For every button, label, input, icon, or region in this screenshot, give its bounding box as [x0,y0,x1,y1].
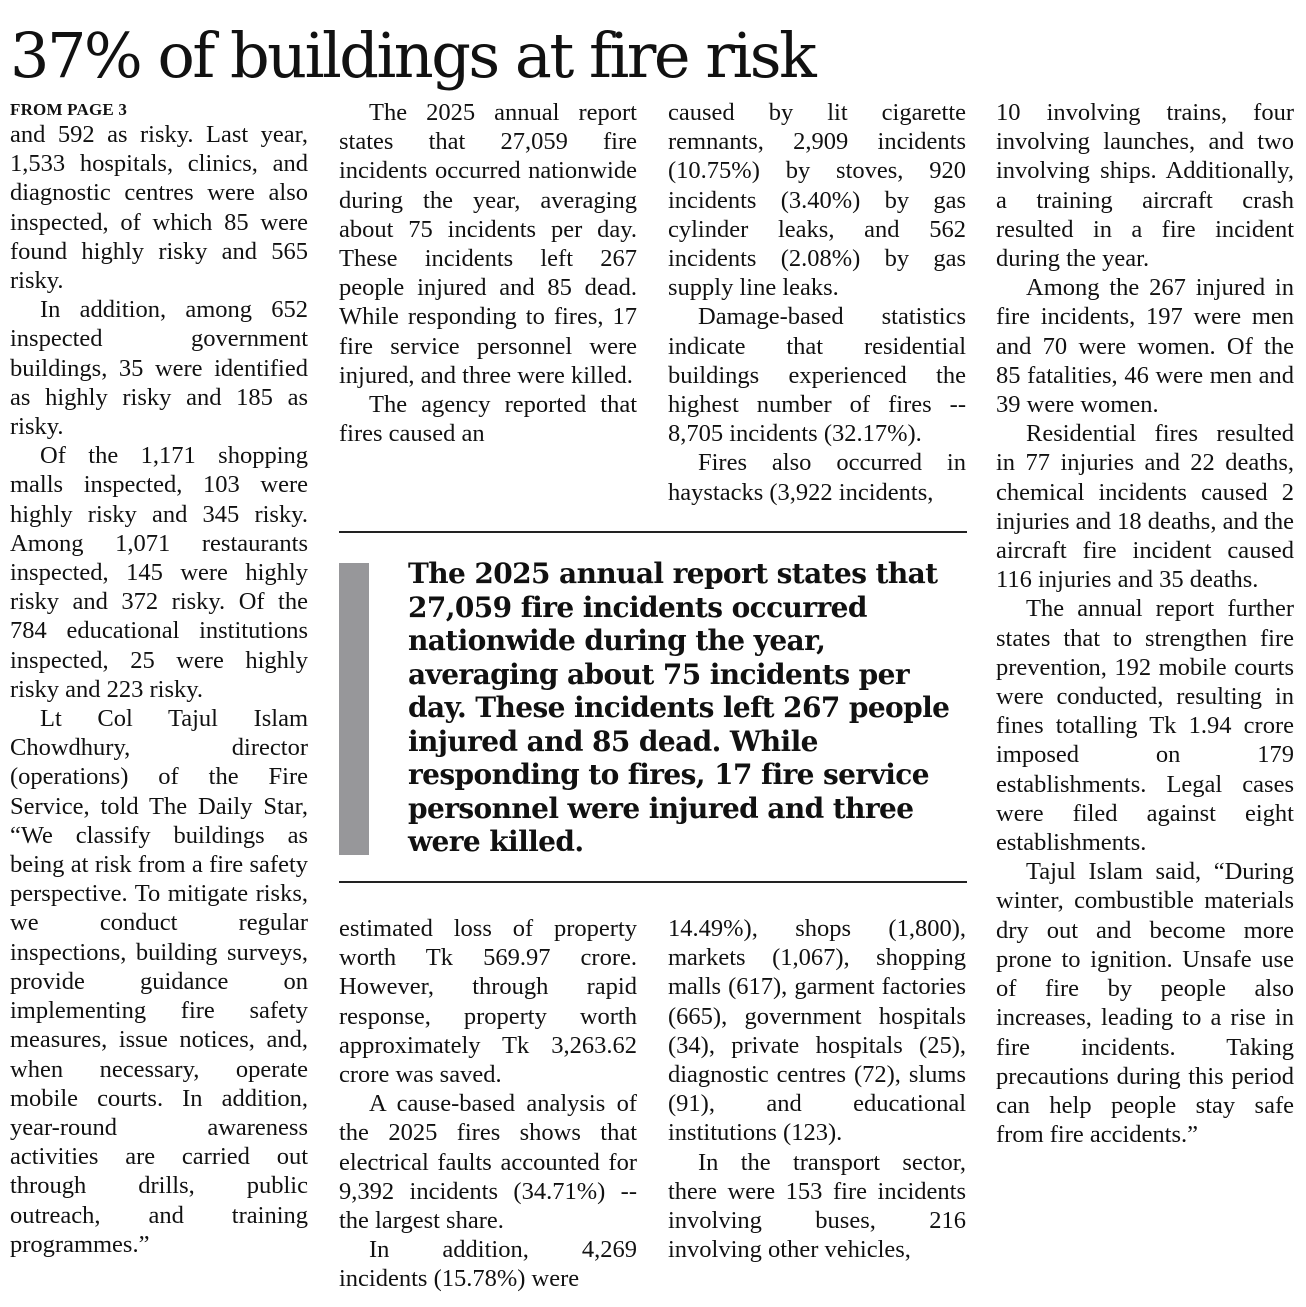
column-4 [996,98,1294,1302]
paragraph: 10 involving trains, four involving launches, and two involving ships. Additionally, a training aircraft crash resulted in a fire incident during the year. [996,99,1294,273]
paragraph: In the transport sector, there were 153 fire incidents involving buses, 216 involving other vehicles, [668,1148,966,1264]
paragraph: The 2025 annual report states that 27,059 fire incidents occurred nationwide during the year, averaging about 75 incidents per day. These incidents left 267 people injured and 85 dead. While responding to fires, 17 fire service personnel were injured, and three were killed. [339,99,637,389]
paragraph: Tajul Islam said, “During winter, combustible materials dry out and become more prone to ignition. Unsafe use of fire by people also increases, leading to a rise in fire incidents. Taking precautions during this period can help people stay safe from fire accidents.” [996,858,1294,1149]
paragraph: Residential fires resulted in 77 injuries and 22 deaths, chemical incidents caused 2 injuries and 18 deaths, and the aircraft fire incident caused 116 injuries and 35 deaths. [996,420,1294,594]
pullquote-top-rule [339,531,967,533]
column-2-top [339,98,637,510]
paragraph: Fires also occurred in haystacks (3,922 incidents, [668,449,966,506]
kicker-from-page: FROM PAGE 3 [10,100,128,119]
paragraph: Lt Col Tajul Islam Chowdhury, director (operations) of the Fire Service, told The Daily Star, “We classify buildings as being at risk from a fire safety perspective. To mitigate risks, we conduct regular inspections, building surveys, provide guidance on implementing fire safety measures, issue notices, and, when necessary, operate mobile courts. In addition, year-round awareness activities are carried out through drills, public outreach, and training programmes.” [10,705,308,1258]
paragraph: Of the 1,171 shopping malls inspected, 103 were highly risky and 345 risky. Among 1,071 restaurants inspected, 145 were highly risky and 372 risky. Of the 784 educational institutions inspected, 25 were highly risky and 223 risky. [10,442,308,703]
column-1 [10,100,308,1302]
paragraph: 14.49%), shops (1,800), markets (1,067), shopping malls (617), garment factories (665), government hospitals (34), private hospitals (25), diagnostic centres (72), slums (91), and educational institutions (123). [668,915,966,1147]
column-2-bottom [339,914,637,1302]
paragraph: The agency reported that fires caused an [339,391,637,448]
pullquote-bar [339,563,369,855]
paragraph: caused by lit cigarette remnants, 2,909 incidents (10.75%) by stoves, 920 incidents (3.40%) by gas cylinder leaks, and 562 incidents (2.08%) by gas supply line leaks. [668,99,966,302]
pullquote-bottom-rule [339,881,967,883]
paragraph: Among the 267 injured in fire incidents, 197 were men and 70 were women. Of the 85 fatalities, 46 were men and 39 were women. [996,274,1294,419]
pullquote: The 2025 annual report states that 27,059 fire incidents occurred nationwide during the year, averaging about 75 incidents per day. These incidents left 267 people injured and 85 dead. While responding to fires, 17 fire service personnel were injured and three were killed. [408,557,950,858]
column-3-bottom [668,914,966,1302]
paragraph: estimated loss of property worth Tk 569.97 crore. However, through rapid response, property worth approximately Tk 3,263.62 crore was saved. [339,915,637,1089]
paragraph: Damage-based statistics indicate that residential buildings experienced the highest number of fires -- 8,705 incidents (32.17%). [668,303,966,448]
headline: 37% of buildings at fire risk [10,19,815,92]
paragraph: The annual report further states that to strengthen fire prevention, 192 mobile courts were conducted, resulting in fines totalling Tk 1.94 crore imposed on 179 establishments. Legal cases were filed against eight establishments. [996,595,1294,857]
column-3-top [668,98,966,510]
paragraph: and 592 as risky. Last year, 1,533 hospitals, clinics, and diagnostic centres were also inspected, of which 85 were found highly risky and 565 risky. [10,121,308,295]
paragraph: In addition, 4,269 incidents (15.78%) were [339,1236,637,1293]
paragraph: In addition, among 652 inspected government buildings, 35 were identified as highly risky and 185 as risky. [10,296,308,441]
paragraph: A cause-based analysis of the 2025 fires shows that electrical faults accounted for 9,392 incidents (34.71%) -- the largest share. [339,1090,637,1235]
